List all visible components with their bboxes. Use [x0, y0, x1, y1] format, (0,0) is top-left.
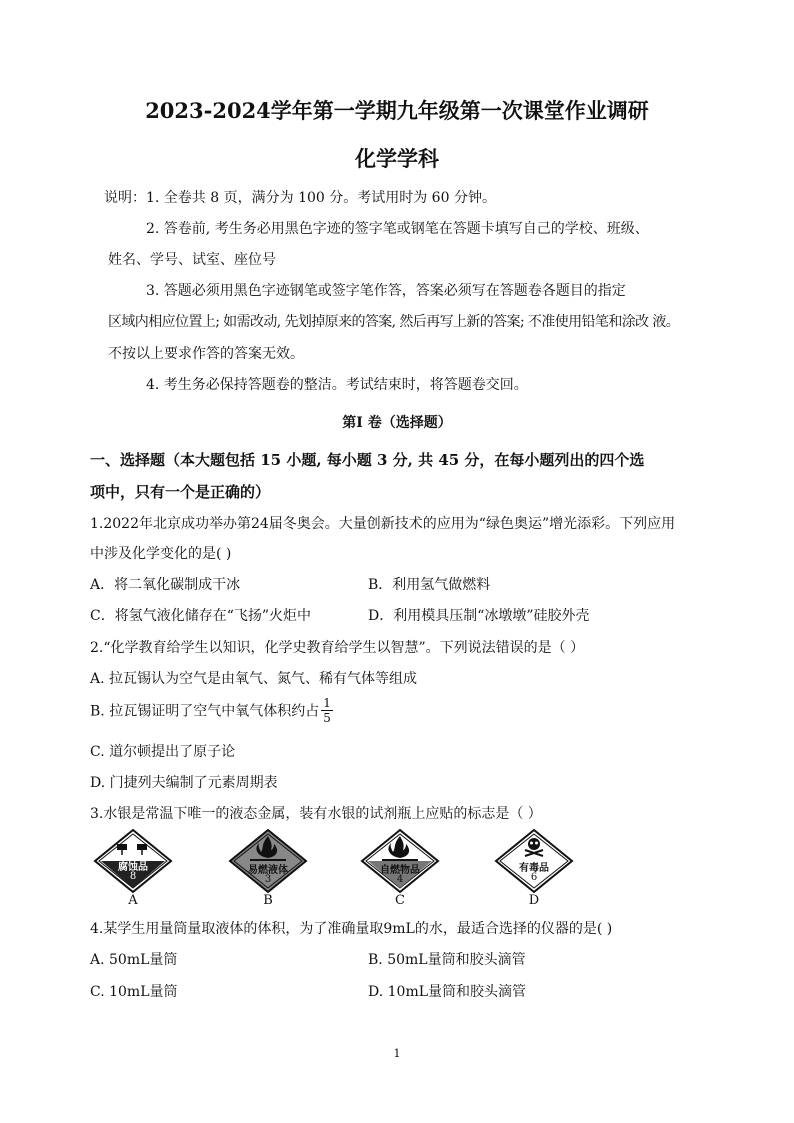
sign-letter-b: B: [263, 893, 273, 908]
fraction-numerator: 1: [323, 696, 331, 710]
sign-label: 自燃物品: [380, 865, 420, 876]
question-3-stem: 3.水银是常温下唯一的液态金属，装有水银的试剂瓶上应贴的标志是（ ）: [90, 806, 542, 822]
question-2-option-c: C. 道尔顿提出了原子论: [90, 744, 236, 760]
question-4-option-b: B. 50mL量筒和胶头滴管: [368, 952, 526, 968]
question-2-option-b-text: B. 拉瓦锡证明了空气中氧气体积约占: [90, 703, 320, 720]
part-title: 第Ⅰ 卷（选择题）: [342, 415, 452, 431]
question-1-option-c: C．将氢气液化储存在“飞扬”火炬中: [90, 608, 312, 624]
question-2-option-d: D. 门捷列夫编制了元素周期表: [90, 775, 278, 791]
instruction-line: 2. 答卷前, 考生务必用黑色字迹的签字笔或钢笔在答题卡填写自己的学校、班级、: [146, 221, 649, 237]
question-2-option-a: A. 拉瓦锡认为空气是由氧气、氮气、稀有气体等组成: [90, 671, 418, 687]
sign-label: 腐蚀品: [118, 862, 148, 873]
question-1-stem: 中涉及化学变化的是( ): [90, 546, 232, 562]
instruction-line: 说明：1. 全卷共 8 页，满分为 100 分。考试用时为 60 分钟。: [104, 190, 496, 206]
sign-label: 有毒品: [519, 863, 549, 874]
instruction-line: 不按以上要求作答的答案无效。: [108, 346, 304, 362]
sign-number: 6: [530, 872, 538, 883]
question-2-option-b: [90, 696, 333, 725]
fraction-denominator: 5: [323, 711, 331, 725]
subject-title: 化学学科: [355, 146, 439, 171]
question-4-option-d: D. 10mL量筒和胶头滴管: [368, 984, 527, 1000]
question-4-stem: 4.某学生用量筒量取液体的体积，为了准确量取9mL的水，最适合选择的仪器的是( ): [90, 921, 613, 937]
question-4-option-c: C. 10mL量筒: [90, 984, 178, 1000]
instruction-line: 3. 答题必须用黑色字迹钢笔或签字笔作答，答案必须写在答题卷各题目的指定: [146, 283, 626, 299]
sign-label: 易燃液体: [248, 865, 288, 876]
sign-number: 3: [264, 874, 272, 885]
instruction-line: 区域内相应位置上; 如需改动, 先划掉原来的答案, 然后再写上新的答案; 不准使用铅笔和涂改 液。: [108, 314, 680, 330]
sign-letter-a: A: [128, 893, 138, 908]
section-heading: 一、选择题（本大题包括 15 小题, 每小题 3 分, 共 45 分，在每小题列出的四个选: [90, 451, 645, 469]
sign-letter-c: C: [395, 893, 405, 908]
question-2-stem: 2.“化学教育给学生以知识，化学史教育给学生以智慧”。下列说法错误的是（ ）: [90, 640, 585, 656]
sign-letter-d: D: [528, 893, 540, 908]
question-1-option-d: D．利用模具压制“冰墩墩”硅胶外壳: [368, 608, 590, 624]
question-1-option-b: B．利用氢气做燃料: [368, 577, 491, 593]
page-number: 1: [393, 1047, 401, 1060]
sign-number: 4: [396, 874, 404, 885]
sign-number: 8: [129, 871, 137, 882]
fraction: [321, 696, 333, 725]
instruction-line: 姓名、学号、试室、座位号: [108, 252, 276, 268]
page-title: 2023-2024学年第一学期九年级第一次课堂作业调研: [145, 98, 649, 123]
question-1-option-a: A．将二氧化碳制成干冰: [90, 577, 241, 593]
question-1-stem: 1.2022年北京成功举办第24届冬奥会。大量创新技术的应用为“绿色奥运”增光添彩。下列应用: [90, 516, 676, 532]
section-heading: 项中，只有一个是正确的）: [90, 483, 271, 501]
instruction-line: 4. 考生务必保持答题卷的整洁。考试结束时，将答题卷交回。: [146, 377, 528, 393]
question-4-option-a: A. 50mL量筒: [90, 952, 178, 968]
